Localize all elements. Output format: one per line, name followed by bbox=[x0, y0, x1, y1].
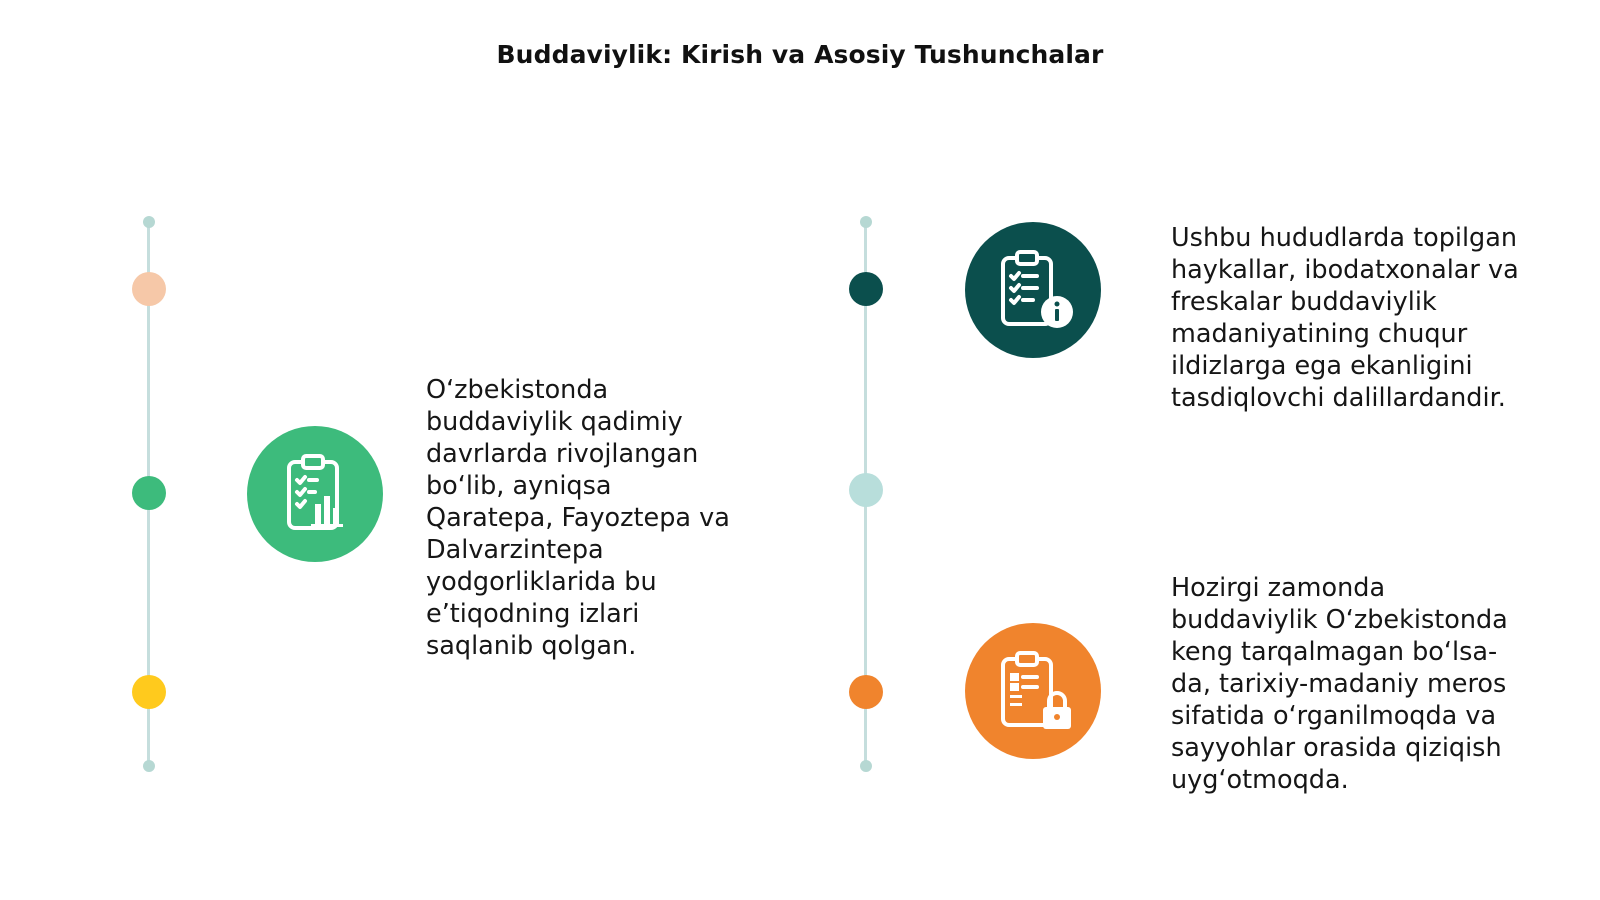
text-line: e’tiqodning izlari bbox=[426, 599, 640, 629]
right-timeline-start-dot bbox=[860, 216, 872, 228]
right-item-2-text bbox=[1171, 572, 1508, 796]
text-line: Hozirgi zamonda bbox=[1171, 573, 1386, 603]
right-timeline-node-2 bbox=[849, 473, 883, 507]
clipboard-info-icon bbox=[965, 222, 1101, 358]
text-line: tasdiqlovchi dalillardandir. bbox=[1171, 383, 1506, 413]
left-timeline-node-1 bbox=[132, 272, 166, 306]
text-line: Qaratepa, Fayoztepa va bbox=[426, 503, 730, 533]
text-line: freskalar buddaviylik bbox=[1171, 287, 1437, 317]
right-timeline-node-1 bbox=[849, 272, 883, 306]
text-line: yodgorliklarida bu bbox=[426, 567, 657, 597]
text-line: sifatida o‘rganilmoqda va bbox=[1171, 701, 1497, 731]
left-timeline-node-3 bbox=[132, 675, 166, 709]
text-line: Dalvarzintepa bbox=[426, 535, 604, 565]
left-timeline-start-dot bbox=[143, 216, 155, 228]
text-line: da, tarixiy-madaniy meros bbox=[1171, 669, 1507, 699]
left-timeline-node-2 bbox=[132, 476, 166, 510]
text-line: buddaviylik O‘zbekistonda bbox=[1171, 605, 1508, 635]
right-timeline-node-3 bbox=[849, 675, 883, 709]
text-line: haykallar, ibodatxonalar va bbox=[1171, 255, 1519, 285]
page-title: Buddaviylik: Kirish va Asosiy Tushunchalar bbox=[496, 40, 1104, 69]
text-line: buddaviylik qadimiy bbox=[426, 407, 683, 437]
clipboard-lock-icon bbox=[965, 623, 1101, 759]
text-line: keng tarqalmagan bo‘lsa- bbox=[1171, 637, 1498, 667]
text-line: O‘zbekistonda bbox=[426, 375, 609, 405]
right-timeline-end-dot bbox=[860, 760, 872, 772]
right-item-1-text bbox=[1171, 222, 1519, 414]
text-line: bo‘lib, ayniqsa bbox=[426, 471, 612, 501]
text-line: uyg‘otmoqda. bbox=[1171, 765, 1349, 795]
left-item-text bbox=[426, 374, 730, 662]
text-line: sayyohlar orasida qiziqish bbox=[1171, 733, 1502, 763]
left-timeline-end-dot bbox=[143, 760, 155, 772]
text-line: Ushbu hududlarda topilgan bbox=[1171, 223, 1518, 253]
text-line: davrlarda rivojlangan bbox=[426, 439, 699, 469]
text-line: madaniyatining chuqur bbox=[1171, 319, 1468, 349]
text-line: ildizlarga ega ekanligini bbox=[1171, 351, 1473, 381]
text-line: saqlanib qolgan. bbox=[426, 631, 637, 661]
clipboard-chart-icon bbox=[247, 426, 383, 562]
